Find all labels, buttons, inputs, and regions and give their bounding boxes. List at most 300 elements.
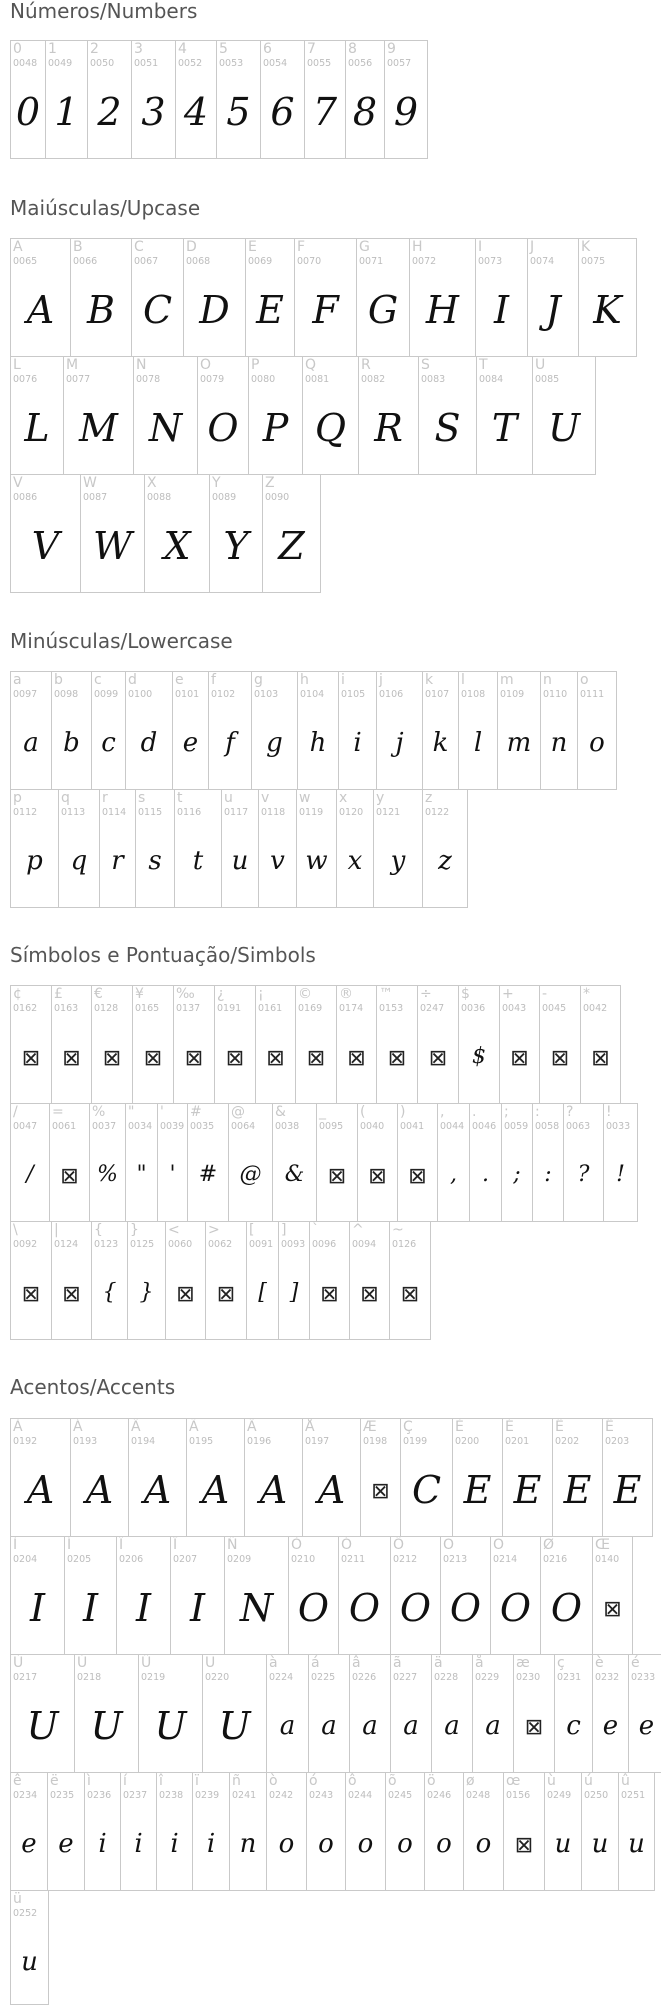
glyph-code: 0249: [547, 1790, 572, 1801]
glyph-code: 0243: [309, 1790, 334, 1801]
glyph-char-label: ): [400, 1104, 406, 1120]
glyph-cell: [602, 1418, 653, 1537]
glyph-code: 0105: [341, 689, 366, 700]
missing-glyph-icon: ⊠: [371, 1479, 390, 1504]
missing-glyph-icon: ⊠: [368, 1164, 387, 1189]
glyph-char-label: :: [535, 1104, 540, 1120]
missing-glyph-icon: ⊠: [62, 1282, 81, 1307]
glyph-code: 0224: [269, 1672, 294, 1683]
glyph-sample: C: [411, 1468, 442, 1512]
glyph-char-label: Õ: [443, 1537, 455, 1553]
glyph-char-label: 8: [348, 41, 357, 57]
glyph-char-label: m: [500, 672, 514, 688]
glyph-code: 0191: [217, 1003, 242, 1014]
glyph-code: 0245: [388, 1790, 413, 1801]
glyph-sample: n: [239, 1829, 257, 1859]
glyph-cell: [10, 1536, 65, 1655]
glyph-cell: [302, 356, 359, 475]
glyph-code: 0050: [90, 58, 115, 69]
glyph-cell: [187, 1103, 229, 1222]
glyph-code: 0111: [580, 689, 605, 700]
glyph-cell: [373, 789, 423, 908]
glyph-cell: [440, 1536, 491, 1655]
glyph-sample: c: [566, 1711, 581, 1741]
glyph-sample: I: [135, 1586, 151, 1630]
glyph-cell: [135, 789, 175, 908]
glyph-char-label: q: [61, 790, 70, 806]
glyph-sample: U: [547, 406, 581, 450]
glyph-cell: [469, 1103, 502, 1222]
glyph-code: 0034: [128, 1121, 153, 1132]
glyph-cell: [540, 1536, 593, 1655]
glyph-cell: [49, 1103, 90, 1222]
glyph-sample: u: [554, 1829, 572, 1859]
glyph-code: 0041: [400, 1121, 425, 1132]
glyph-sample: 2: [97, 90, 122, 134]
glyph-sample: A: [26, 1468, 55, 1512]
glyph-sample: i: [170, 1829, 179, 1859]
glyph-char-label: Z: [265, 475, 275, 491]
glyph-char-label: Ö: [493, 1537, 505, 1553]
glyph-char-label: G: [359, 239, 370, 255]
glyph-cell: [296, 789, 337, 908]
glyph-char-label: ê: [13, 1773, 22, 1789]
glyph-code: 0038: [275, 1121, 300, 1132]
glyph-sample: A: [143, 1468, 172, 1512]
glyph-code: 0103: [254, 689, 279, 700]
glyph-cell: [360, 1418, 401, 1537]
glyph-cell: [628, 1654, 661, 1773]
glyph-cell: [165, 1221, 206, 1340]
glyph-code: 0228: [434, 1672, 459, 1683]
glyph-cell: [156, 1772, 193, 1891]
glyph-char-label: Ñ: [227, 1537, 238, 1553]
glyph-code: 0121: [376, 807, 401, 818]
missing-glyph-icon: ⊠: [184, 1046, 204, 1071]
glyph-sample: 9: [393, 90, 419, 134]
glyph-code: 0068: [186, 256, 211, 267]
glyph-cell: [131, 238, 184, 357]
glyph-sample: d: [140, 728, 158, 758]
glyph-cell: [183, 238, 246, 357]
glyph-code: 0116: [177, 807, 202, 818]
glyph-cell: [294, 238, 357, 357]
glyph-sample: 4: [183, 90, 209, 134]
glyph-char-label: û: [621, 1773, 630, 1789]
glyph-sample: %: [97, 1162, 118, 1187]
glyph-code: 0098: [54, 689, 79, 700]
glyph-code: 0235: [50, 1790, 75, 1801]
glyph-sample: a: [444, 1711, 460, 1741]
glyph-cell: [539, 985, 581, 1104]
glyph-cell: [260, 40, 305, 159]
glyph-code: 0089: [212, 492, 237, 503]
glyph-cell: [245, 238, 295, 357]
glyph-code: 0201: [505, 1436, 530, 1447]
glyph-code: 0106: [379, 689, 404, 700]
glyph-sample: 3: [141, 90, 166, 134]
glyph-sample: e: [58, 1829, 74, 1859]
glyph-sample: A: [26, 288, 55, 332]
glyph-cell: [10, 1772, 48, 1891]
glyph-char-label: x: [339, 790, 348, 806]
missing-glyph-icon: ⊠: [143, 1046, 163, 1071]
glyph-code: 0052: [178, 58, 203, 69]
glyph-char-label: <: [168, 1222, 180, 1238]
glyph-char-label: Œ: [595, 1537, 610, 1553]
glyph-cell: [58, 789, 100, 908]
glyph-code: 0079: [200, 374, 225, 385]
glyph-char-label: ]: [281, 1222, 287, 1238]
glyph-code: 0091: [249, 1239, 274, 1250]
missing-glyph-icon: ⊠: [524, 1715, 544, 1740]
glyph-code: 0081: [305, 374, 330, 385]
glyph-char-label: =: [52, 1104, 64, 1120]
glyph-cell: [144, 474, 210, 593]
glyph-char-label: ¥: [135, 986, 144, 1002]
glyph-cell: [91, 985, 133, 1104]
glyph-cell: [304, 40, 346, 159]
glyph-char-label: %: [92, 1104, 106, 1120]
glyph-code: 0203: [605, 1436, 630, 1447]
glyph-char-label: V: [13, 475, 23, 491]
glyph-char-label: >: [208, 1222, 220, 1238]
glyph-cell: [214, 985, 256, 1104]
glyph-sample: A: [259, 1468, 288, 1512]
glyph-code: 0069: [248, 256, 273, 267]
glyph-cell: [127, 1221, 166, 1340]
glyph-char-label: w: [299, 790, 311, 806]
glyph-cell: [502, 1418, 553, 1537]
glyph-char-label: ó: [309, 1773, 318, 1789]
glyph-char-label: ë: [50, 1773, 59, 1789]
glyph-sample: P: [262, 406, 289, 450]
glyph-char-label: Â: [131, 1419, 141, 1435]
glyph-char-label: Ë: [605, 1419, 614, 1435]
missing-glyph-icon: ⊠: [360, 1282, 379, 1307]
glyph-cell: [345, 1772, 386, 1891]
glyph-sample: 8: [352, 90, 378, 134]
glyph-sample: D: [199, 288, 230, 332]
glyph-sample: R: [374, 406, 403, 450]
glyph-sample: a: [23, 728, 39, 758]
glyph-cell: [45, 40, 88, 159]
glyph-cell: [578, 238, 637, 357]
glyph-cell: [532, 356, 596, 475]
glyph-cell: [10, 985, 52, 1104]
glyph-char-label: }: [130, 1222, 139, 1238]
glyph-sample: h: [309, 728, 327, 758]
glyph-char-label: ¢: [13, 986, 22, 1002]
glyph-code: 0252: [13, 1908, 38, 1919]
glyph-cell: [246, 1221, 279, 1340]
glyph-cell: [251, 671, 298, 790]
glyph-char-label: .: [472, 1104, 477, 1120]
glyph-code: 0076: [13, 374, 38, 385]
glyph-sample: ,: [450, 1162, 457, 1187]
glyph-char-label: â: [352, 1655, 361, 1671]
section-title-lowercase: Minúsculas/Lowercase: [10, 629, 233, 653]
glyph-cell: [266, 1772, 307, 1891]
glyph-code: 0077: [66, 374, 91, 385]
glyph-code: 0212: [393, 1554, 418, 1565]
glyph-code: 0046: [472, 1121, 497, 1132]
glyph-code: 0067: [134, 256, 159, 267]
glyph-code: 0229: [475, 1672, 500, 1683]
glyph-sample: X: [163, 524, 191, 568]
glyph-sample: ": [136, 1162, 147, 1187]
glyph-cell: [47, 1772, 85, 1891]
missing-glyph-icon: ⊠: [306, 1046, 326, 1071]
glyph-char-label: 2: [90, 41, 99, 57]
glyph-cell: [205, 1221, 247, 1340]
glyph-code: 0040: [360, 1121, 385, 1132]
glyph-cell: [89, 1103, 126, 1222]
glyph-sample: :: [544, 1162, 552, 1187]
glyph-char-label: 5: [219, 41, 228, 57]
glyph-code: 0101: [175, 689, 200, 700]
glyph-cell: [463, 1772, 504, 1891]
glyph-code: 0238: [159, 1790, 184, 1801]
glyph-code: 0236: [87, 1790, 112, 1801]
glyph-code: 0137: [176, 1003, 201, 1014]
glyph-code: 0241: [232, 1790, 257, 1801]
glyph-code: 0227: [393, 1672, 418, 1683]
glyph-char-label: &: [275, 1104, 286, 1120]
glyph-sample: w: [305, 846, 328, 876]
glyph-char-label: +: [502, 986, 514, 1002]
glyph-cell: [603, 1103, 638, 1222]
glyph-sample: W: [92, 524, 133, 568]
glyph-char-label: Ù: [13, 1655, 24, 1671]
glyph-sample: J: [545, 288, 561, 332]
glyph-char-label: O: [200, 357, 212, 373]
glyph-code: 0070: [297, 256, 322, 267]
glyph-code: 0037: [92, 1121, 117, 1132]
glyph-char-label: n: [543, 672, 552, 688]
glyph-char-label: j: [379, 672, 383, 688]
glyph-char-label: g: [254, 672, 263, 688]
glyph-cell: [197, 356, 249, 475]
glyph-cell: [592, 1654, 629, 1773]
glyph-sample: o: [278, 1829, 295, 1859]
glyph-char-label: `: [312, 1222, 319, 1238]
glyph-code: 0056: [348, 58, 373, 69]
glyph-sample: O: [348, 1586, 381, 1630]
glyph-cell: [186, 1418, 245, 1537]
glyph-char-label: ¿: [217, 986, 225, 1002]
glyph-cell: [216, 40, 261, 159]
glyph-cell: [384, 40, 428, 159]
glyph-char-label: Ï: [173, 1537, 178, 1553]
glyph-char-label: À: [13, 1419, 23, 1435]
glyph-code: 0209: [227, 1554, 252, 1565]
missing-glyph-icon: ⊠: [327, 1164, 347, 1189]
glyph-cell: [63, 356, 134, 475]
glyph-code: 0099: [94, 689, 119, 700]
glyph-sample: Q: [314, 406, 347, 450]
glyph-sample: s: [148, 846, 162, 876]
glyph-cell: [70, 1418, 129, 1537]
glyph-code: 0250: [584, 1790, 609, 1801]
glyph-sample: M: [79, 406, 118, 450]
missing-glyph-icon: ⊠: [21, 1046, 41, 1071]
glyph-code: 0047: [13, 1121, 38, 1132]
glyph-code: 0090: [265, 492, 290, 503]
glyph-char-label: ç: [557, 1655, 565, 1671]
glyph-char-label: -: [542, 986, 548, 1002]
glyph-char-label: õ: [388, 1773, 397, 1789]
glyph-char-label: Æ: [363, 1419, 377, 1435]
glyph-code: 0109: [500, 689, 525, 700]
glyph-cell: [74, 1654, 139, 1773]
glyph-char-label: $: [461, 986, 470, 1002]
glyph-char-label: ,: [440, 1104, 445, 1120]
glyph-char-label: y: [376, 790, 385, 806]
glyph-char-label: e: [175, 672, 184, 688]
glyph-cell: [503, 1772, 545, 1891]
glyph-char-label: Í: [67, 1537, 72, 1553]
glyph-cell: [490, 1536, 541, 1655]
glyph-char-label: Á: [73, 1419, 83, 1435]
glyph-sample: c: [101, 728, 116, 758]
glyph-cell: [172, 671, 209, 790]
glyph-code: 0086: [13, 492, 38, 503]
glyph-cell: [476, 356, 533, 475]
glyph-char-label: I: [478, 239, 483, 255]
glyph-cell: [170, 1536, 225, 1655]
glyph-cell: [221, 789, 259, 908]
glyph-cell: [409, 238, 476, 357]
missing-glyph-icon: ⊠: [387, 1046, 407, 1071]
glyph-cell: [472, 1654, 514, 1773]
glyph-char-label: €: [94, 986, 103, 1002]
section-title-accents: Acentos/Accents: [10, 1375, 176, 1399]
glyph-cell: [244, 1418, 303, 1537]
glyph-cell: [302, 1418, 361, 1537]
glyph-cell: [581, 1772, 619, 1891]
glyph-cell: [385, 1772, 425, 1891]
glyph-char-label: Ê: [555, 1419, 564, 1435]
glyph-sample: S: [434, 406, 461, 450]
glyph-char-label: ": [128, 1104, 135, 1120]
glyph-cell: [10, 238, 71, 357]
glyph-sample: u: [591, 1829, 609, 1859]
glyph-code: 0054: [263, 58, 288, 69]
glyph-char-label: {: [94, 1222, 103, 1238]
glyph-cell: [499, 985, 540, 1104]
glyph-sample: a: [362, 1711, 378, 1741]
glyph-cell: [51, 671, 92, 790]
glyph-char-label: z: [425, 790, 433, 806]
glyph-cell: [554, 1654, 593, 1773]
glyph-sample: O: [399, 1586, 432, 1630]
glyph-char-label: ù: [547, 1773, 556, 1789]
glyph-code: 0120: [339, 807, 364, 818]
glyph-cell: [272, 1103, 317, 1222]
glyph-cell: [91, 671, 126, 790]
glyph-cell: [336, 789, 374, 908]
glyph-sample: [: [258, 1280, 267, 1305]
glyph-sample: A: [317, 1468, 346, 1512]
glyph-char-label: J: [530, 239, 535, 255]
glyph-code: 0156: [506, 1790, 531, 1801]
glyph-code: 0095: [319, 1121, 344, 1132]
glyph-sample: I: [29, 1586, 45, 1630]
glyph-code: 0196: [247, 1436, 272, 1447]
glyph-sample: o: [357, 1829, 374, 1859]
glyph-cell: [125, 1103, 158, 1222]
glyph-cell: [278, 1221, 310, 1340]
glyph-sample: 6: [270, 90, 295, 134]
glyph-sample: N: [239, 1586, 274, 1630]
section-title-symbols: Símbolos e Pontuação/Simbols: [10, 943, 316, 967]
missing-glyph-icon: ⊠: [550, 1046, 570, 1071]
missing-glyph-icon: ⊠: [216, 1282, 236, 1307]
glyph-code: 0087: [83, 492, 108, 503]
glyph-char-label: ø: [466, 1773, 475, 1789]
glyph-code: 0242: [269, 1790, 294, 1801]
glyph-code: 0097: [13, 689, 38, 700]
glyph-sample: .: [482, 1162, 489, 1187]
glyph-code: 0197: [305, 1436, 330, 1447]
glyph-cell: [125, 671, 173, 790]
glyph-char-label: (: [360, 1104, 366, 1120]
glyph-cell: [128, 1418, 187, 1537]
glyph-sample: E: [513, 1468, 542, 1512]
glyph-code: 0078: [136, 374, 161, 385]
glyph-code: 0198: [363, 1436, 388, 1447]
glyph-cell: [580, 985, 621, 1104]
glyph-char-label: 4: [178, 41, 187, 57]
glyph-sample: E: [563, 1468, 592, 1512]
glyph-char-label: 7: [307, 41, 316, 57]
glyph-code: 0113: [61, 807, 86, 818]
glyph-cell: [563, 1103, 604, 1222]
glyph-cell: [540, 671, 578, 790]
glyph-sample: !: [616, 1162, 625, 1187]
glyph-char-label: Ã: [189, 1419, 199, 1435]
glyph-cell: [10, 356, 64, 475]
glyph-cell: [501, 1103, 533, 1222]
glyph-code: 0206: [119, 1554, 144, 1565]
section-title-numbers: Números/Numbers: [10, 0, 198, 23]
glyph-code: 0061: [52, 1121, 77, 1132]
glyph-sample: n: [550, 728, 568, 758]
glyph-sample: O: [499, 1586, 532, 1630]
glyph-sample: f: [225, 728, 235, 758]
glyph-cell: [527, 238, 579, 357]
glyph-char-label: ?: [566, 1104, 574, 1120]
glyph-sample: #: [198, 1162, 218, 1187]
glyph-code: 0174: [339, 1003, 364, 1014]
glyph-code: 0083: [421, 374, 446, 385]
glyph-code: 0226: [352, 1672, 377, 1683]
glyph-sample: g: [266, 728, 283, 758]
glyph-char-label: è: [595, 1655, 604, 1671]
glyph-char-label: R: [361, 357, 371, 373]
glyph-code: 0093: [281, 1239, 306, 1250]
glyph-code: 0125: [130, 1239, 155, 1250]
glyph-char-label: M: [66, 357, 79, 373]
glyph-sample: z: [438, 846, 452, 876]
glyph-cell: [316, 1103, 358, 1222]
glyph-code: 0102: [211, 689, 236, 700]
glyph-cell: [358, 356, 419, 475]
glyph-char-label: #: [190, 1104, 202, 1120]
glyph-char-label: _: [319, 1104, 326, 1120]
glyph-code: 0043: [502, 1003, 527, 1014]
